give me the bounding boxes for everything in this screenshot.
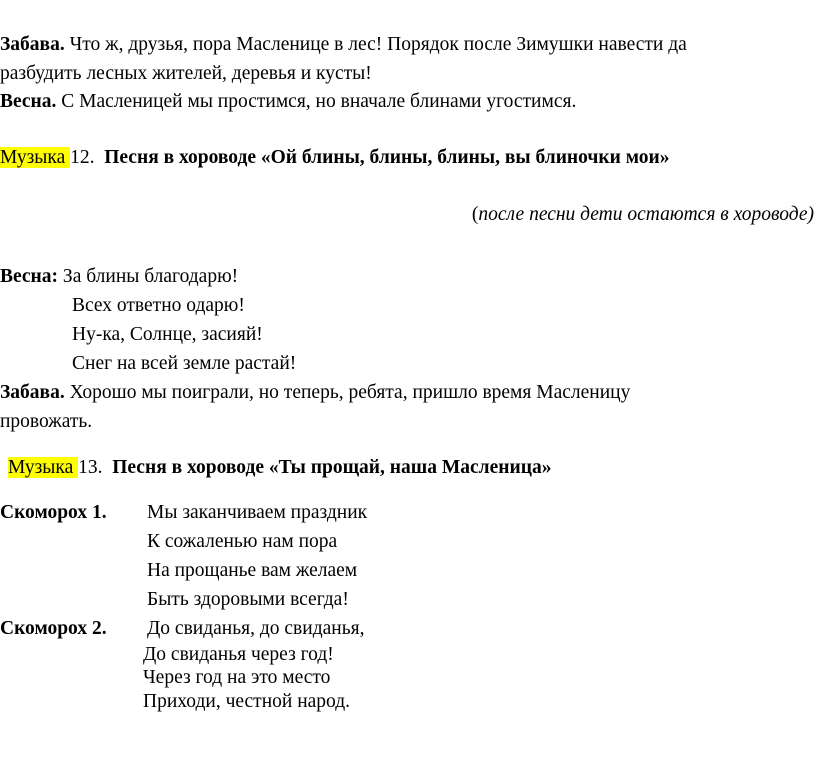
skomoroh1-verse-line-3: На прощанье вам желаем (147, 560, 358, 581)
skomoroh2-verse-line-4: Приходи, честной народ. (143, 691, 351, 712)
song-title: Песня в хороводе «Ой блины, блины, блины, вы блиночки мои» (104, 147, 670, 168)
music-label-highlight: Музыка (8, 457, 79, 478)
music-12-line (0, 146, 670, 170)
music-number: 13. (78, 457, 103, 478)
zabava-text-1: Что ж, друзья, пора Масленице в лес! Порядок после Зимушки навести да (64, 34, 687, 55)
skomoroh1-verse-line-4: Быть здоровыми всегда! (147, 589, 349, 610)
stage-direction-paren: ( (471, 204, 479, 225)
skomoroh1-speaker-line (0, 501, 107, 525)
stage-direction-text: после песни дети остаются в хороводе) (478, 204, 814, 225)
vesna-verse-line-2: Всех ответно одарю! (72, 295, 245, 316)
skomoroh1-verse-line-1: Мы заканчиваем праздник (147, 502, 368, 523)
verse-text: За блины благодарю! (58, 266, 239, 287)
speaker-zabava: Забава. (0, 34, 65, 55)
vesna-paragraph (0, 90, 576, 114)
music-label-highlight: Музыка (0, 147, 71, 168)
zabava2-text-1: Хорошо мы поиграли, но теперь, ребята, пришло время Масленицу (64, 382, 631, 403)
song-title: Песня в хороводе «Ты прощай, наша Масленица» (112, 457, 552, 478)
skomoroh2-verse-line-2: До свиданья через год! (143, 644, 334, 665)
speaker-skomoroh-1: Скоморох 1. (0, 502, 107, 523)
stage-direction (472, 203, 814, 227)
skomoroh2-verse-line-3: Через год на это место (143, 667, 331, 688)
vesna-text: С Масленицей мы простимся, но вначале блинами угостимся. (56, 91, 577, 112)
speaker-zabava: Забава. (0, 382, 65, 403)
vesna-verse-line-1 (0, 265, 238, 289)
zabava2-line-1 (0, 381, 630, 405)
speaker-skomoroh-2: Скоморох 2. (0, 618, 107, 639)
skomoroh2-verse-line-1: До свиданья, до свиданья, (147, 618, 365, 639)
music-number: 12. (70, 147, 95, 168)
vesna-verse-line-4: Снег на всей земле растай! (72, 353, 297, 374)
speaker-vesna: Весна. (0, 91, 57, 112)
skomoroh1-verse-line-2: К сожаленью нам пора (147, 531, 338, 552)
zabava2-line-2: провожать. (0, 411, 93, 432)
zabava-paragraph-line-2 (0, 62, 372, 86)
speaker-vesna: Весна: (0, 266, 59, 287)
zabava-text-2: разбудить лесных жителей, деревья и кусты! (0, 63, 372, 84)
zabava-paragraph-line-1 (0, 33, 687, 57)
music-13-line (8, 456, 551, 480)
vesna-verse-line-3: Ну-ка, Солнце, засияй! (72, 324, 263, 345)
skomoroh2-speaker-line (0, 617, 107, 641)
